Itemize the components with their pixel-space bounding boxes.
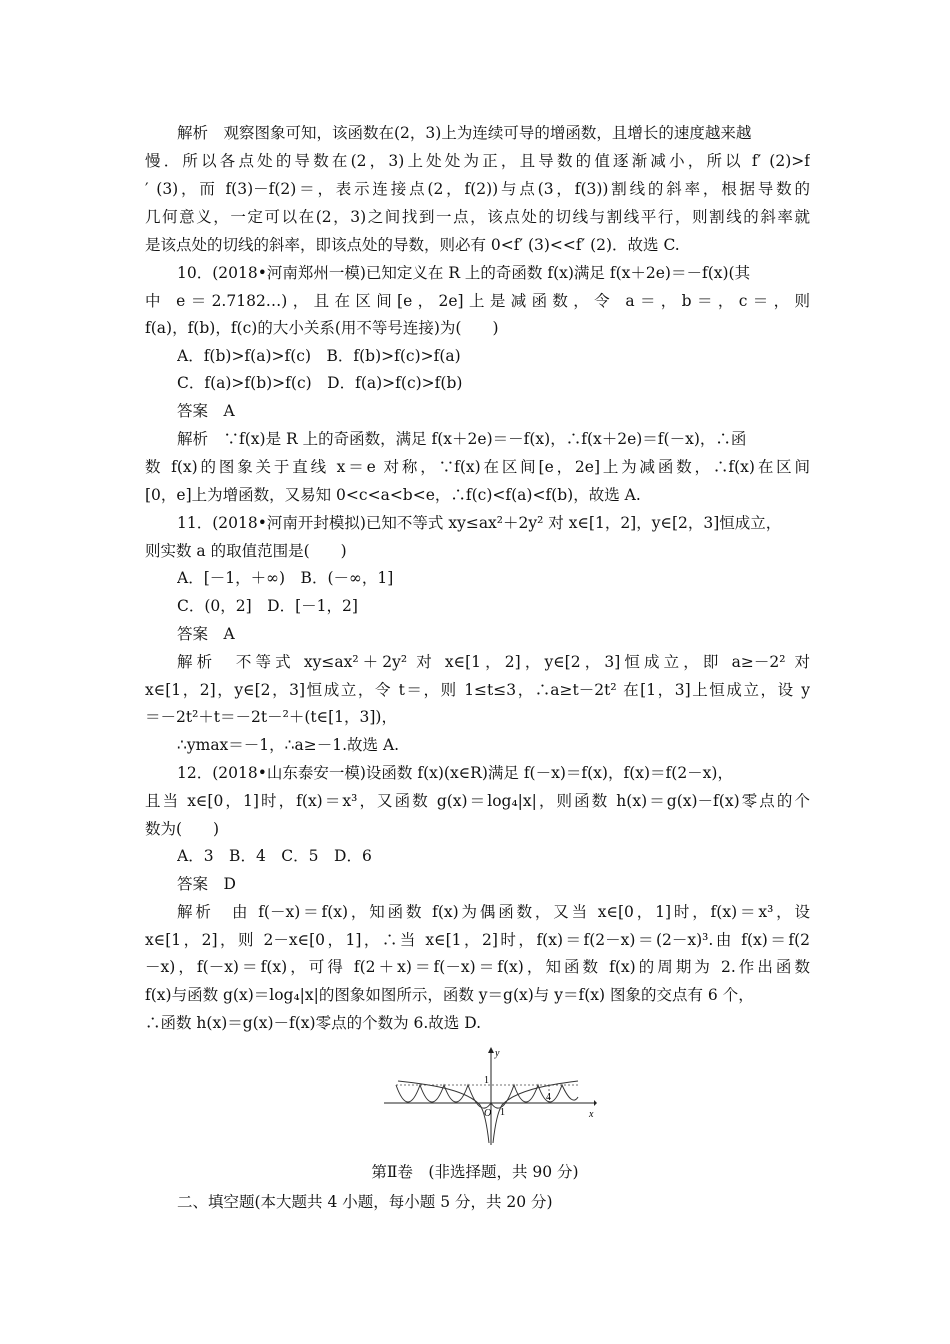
function-graph-figure (382, 1045, 597, 1147)
y-axis-label: y (495, 1048, 500, 1059)
x-axis-arrow (594, 1100, 597, 1106)
question-12-line: 数为( ) (145, 820, 220, 838)
analysis-line: 数 f(x)的图象关于直线 x＝e 对称，∵f(x)在区间[e，2e]上为减函数，∴f(x)在区间 (145, 458, 810, 476)
question-12-line: 12．(2018•山东泰安一模)设函数 f(x)(x∈R)满足 f(－x)＝f(x)，f(x)＝f(2－x)， (177, 764, 733, 782)
analysis-line: 解析 ∵f(x)是 R 上的奇函数，满足 f(x＋2e)＝－f(x)，∴f(x＋2e)＝f(－x)，∴函 (177, 430, 747, 448)
analysis-line: x∈[1，2]，则 2－x∈[0，1]，∴当 x∈[1，2]时，f(x)＝f(2－x)＝(2－x)³.由 f(x)＝f(2 (145, 931, 810, 949)
question-10-line: f(a)，f(b)，f(c)的大小关系(用不等号连接)为( ) (145, 319, 499, 337)
x-tick-4: 4 (546, 1092, 551, 1103)
y-tick-1: 1 (484, 1075, 489, 1086)
analysis-line: ∴函数 h(x)＝g(x)－f(x)零点的个数为 6.故选 D. (145, 1014, 482, 1032)
option-line: C．f(a)>f(b)>f(c) D．f(a)>f(c)>f(b) (177, 374, 463, 392)
text-line: 几何意义，一定可以在(2，3)之间找到一点，该点处的切线与割线平行，则割线的斜率就 (145, 208, 810, 226)
analysis-line: ∴ymax＝－1，∴a≥－1.故选 A. (177, 736, 400, 754)
analysis-line: 解析 由 f(－x)＝f(x)，知函数 f(x)为偶函数，又当 x∈[0，1]时，f(x)＝x³，设 (177, 903, 810, 921)
analysis-line: [0，e]上为增函数，又易知 0<c<a<b<e，∴f(c)<f(a)<f(b)，故选 A. (145, 486, 641, 504)
y-axis-arrow (488, 1047, 494, 1053)
analysis-line: －x)，f(－x)＝f(x)，可得 f(2＋x)＝f(－x)＝f(x)，知函数 f(x)的周期为 2.作出函数 (145, 958, 810, 976)
analysis-line: x∈[1，2]，y∈[2，3]恒成立，令 t＝，则 1≤t≤3，∴a≥t－2t² 在[1，3]上恒成立，设 y (145, 681, 810, 699)
option-line: A．f(b)>f(a)>f(c) B．f(b)>f(c)>f(a) (177, 347, 461, 365)
answer-line: 答案 D (177, 875, 236, 893)
question-10-line: 10．(2018•河南郑州一模)已知定义在 R 上的奇函数 f(x)满足 f(x＋2e)＝－f(x)(其 (177, 264, 751, 282)
analysis-line: ＝－2t²＋t＝－2t－²＋(t∈[1，3])， (145, 708, 397, 726)
option-line: A．[－1，＋∞) B．(－∞，1] (177, 569, 394, 587)
text-line: 解析 观察图象可知，该函数在(2，3)上为连续可导的增函数，且增长的速度越来越 (177, 124, 752, 142)
option-line: A．3 B．4 C．5 D．6 (177, 847, 372, 865)
analysis-line: f(x)与函数 g(x)＝log₄|x|的图象如图所示，函数 y＝g(x)与 y＝f(x) 图象的交点有 6 个， (145, 986, 754, 1004)
origin-label: O (484, 1108, 492, 1119)
answer-line: 答案 A (177, 402, 235, 420)
question-11-line: 则实数 a 的取值范围是( ) (145, 542, 347, 560)
x-tick-1: 1 (500, 1107, 505, 1118)
answer-line: 答案 A (177, 625, 235, 643)
text-line: ′ (3)，而 f(3)－f(2)＝，表示连接点(2，f(2))与点(3，f(3))割线的斜率，根据导数的 (145, 180, 810, 198)
section-heading: 二、填空题(本大题共 4 小题，每小题 5 分，共 20 分) (177, 1193, 553, 1211)
log-curve-left (398, 1081, 492, 1143)
text-line: 慢．所以各点处的导数在(2，3)上处处为正，且导数的值逐渐减小，所以 f′ (2)>f (145, 152, 810, 170)
question-10-line: 中 e＝2.7182…)，且在区间[e，2e]上是减函数，令 a＝，b＝，c＝，则 (145, 292, 810, 310)
analysis-line: 解析 不等式 xy≤ax²＋2y² 对 x∈[1，2]，y∈[2，3]恒成立，即 a≥－2² 对 (177, 653, 810, 671)
text-line: 是该点处的切线的斜率，即该点处的导数，则必有 0<f′ (3)<<f′ (2)．故选 C. (145, 236, 680, 254)
question-12-line: 且当 x∈[0，1]时，f(x)＝x³，又函数 g(x)＝log₄|x|，则函数 h(x)＝g(x)－f(x)零点的个 (145, 792, 810, 810)
section-caption: 第Ⅱ卷 (非选择题，共 90 分) (371, 1163, 579, 1181)
x-axis-label: x (589, 1109, 594, 1120)
option-line: C．(0，2] D．[－1，2] (177, 597, 358, 615)
question-11-line: 11．(2018•河南开封模拟)已知不等式 xy≤ax²＋2y² 对 x∈[1，2]，y∈[2，3]恒成立， (177, 514, 782, 532)
